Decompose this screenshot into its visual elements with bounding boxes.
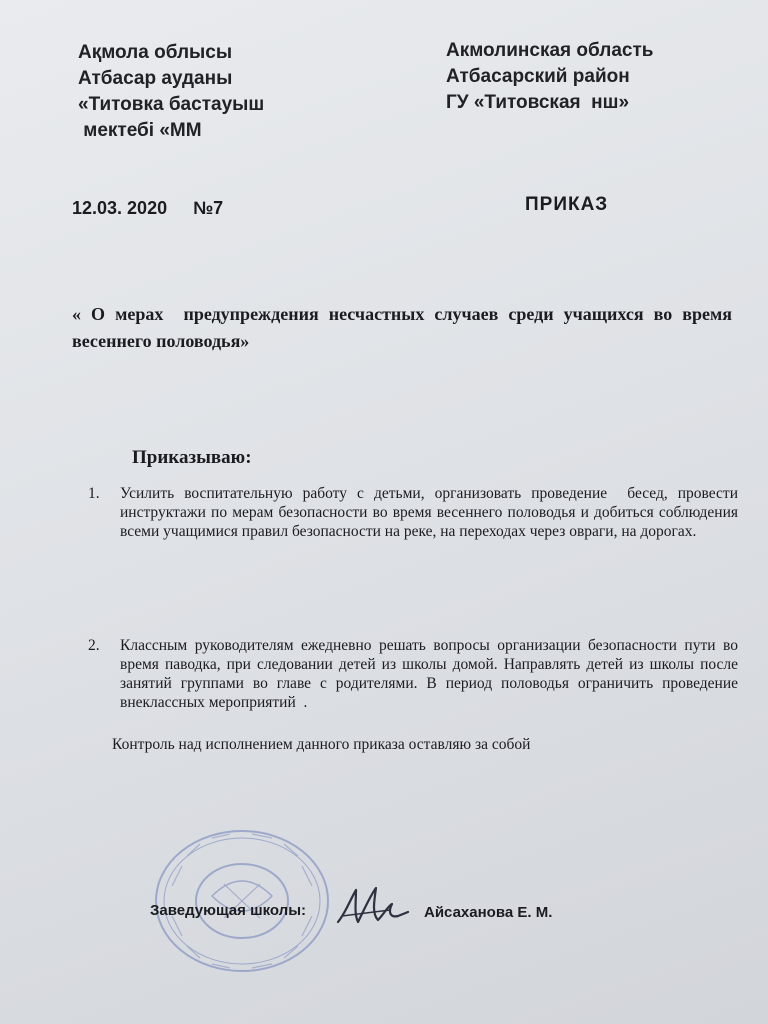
header-kz-line: Атбасар ауданы — [78, 68, 233, 89]
header-ru-line: ГУ «Титовская нш» — [446, 92, 630, 113]
header-kz-line: «Титовка бастауыш — [78, 94, 265, 115]
header-kz-line: мектебі «ММ — [78, 120, 202, 141]
header-russian — [446, 38, 653, 116]
control-statement: Контроль над исполнением данного приказа оставляю за собой — [112, 736, 531, 753]
handwritten-signature — [332, 882, 412, 932]
order-date: 12.03. 2020 — [72, 198, 168, 218]
header-kz-line: Ақмола облысы — [78, 42, 233, 63]
header-ru-line: Акмолинская область — [446, 40, 654, 61]
order-item — [88, 484, 746, 541]
order-subject: « О мерах предупреждения несчастных случаев среди учащихся во время весеннего половодья» — [72, 304, 737, 351]
order-dateline — [72, 198, 249, 219]
signature-label: Заведующая школы: — [150, 902, 306, 919]
order-item-text: Усилить воспитательную работу с детьми, организовать проведение бесед, провести инструктажи по мерам безопасности во время весеннего половодья и добиться соблюдения всеми учащимися правил безопасности на реке, на переходах через овраги, на дорогах. — [120, 485, 746, 540]
order-directive: Приказываю: — [132, 447, 252, 468]
order-item-number: 2. — [88, 637, 100, 654]
header-ru-line: Атбасарский район — [446, 66, 630, 87]
order-item — [88, 636, 742, 712]
header-kazakh — [78, 40, 264, 144]
order-number: №7 — [193, 198, 224, 218]
official-stamp — [152, 826, 332, 976]
order-item-text: Классным руководителям ежедневно решать вопросы организации безопасности пути во время паводка, при следовании детей из школы домой. Направлять детей из школы после занятий группами во главе с родителями. В период половодья ограничить проведение внеклассных мероприятий . — [120, 637, 742, 711]
signatory-name: Айсаханова Е. М. — [424, 904, 553, 921]
document-type-title: ПРИКАЗ — [525, 194, 609, 215]
order-item-number: 1. — [88, 485, 100, 502]
